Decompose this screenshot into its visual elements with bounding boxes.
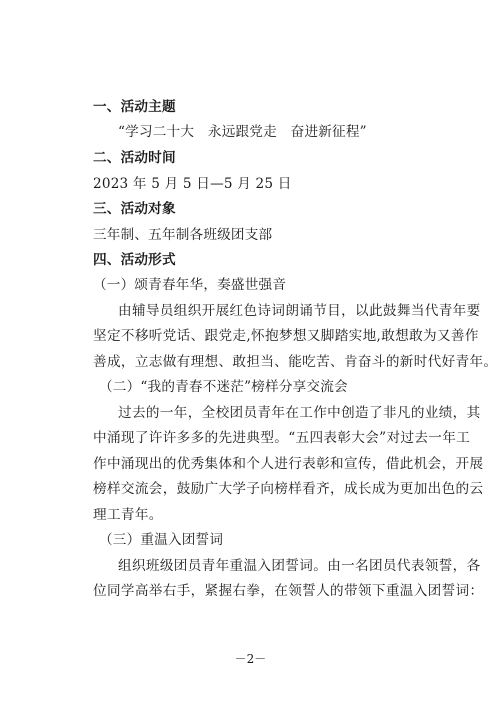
form1-line: 由辅导员组织开展红色诗词朗诵节目，以此鼓舞当代青年要: [118, 303, 481, 319]
heading-activity-theme: 一、活动主题: [93, 99, 176, 115]
heading-activity-time: 二、活动时间: [93, 150, 176, 166]
heading-activity-target: 三、活动对象: [93, 201, 176, 217]
form3-line: 组织班级团员青年重温入团誓词。由一名团员代表领誓，各: [118, 558, 481, 574]
form2-line: 榜样交流会，鼓励广大学子向榜样看齐，成长成为更加出色的云: [93, 481, 484, 497]
activity-target-text: 三年制、五年制各班级团支部: [93, 227, 273, 243]
form3-title: （三）重温入团誓词: [99, 532, 224, 548]
activity-theme-text: “学习二十大 永远跟党走 奋进新征程”: [118, 124, 367, 140]
page-number: －2－: [234, 652, 267, 666]
form2-line: 中涌现了许许多多的先进典型。“五四表彰大会”对过去一年工: [93, 430, 471, 446]
form3-line: 位同学高举右手，紧握右拳，在领誓人的带领下重温入团誓词：: [93, 583, 484, 599]
form2-line: 理工青年。: [93, 507, 163, 523]
form1-line: 善成，立志做有理想、敢担当、能吃苦、肯奋斗的新时代好青年。: [93, 354, 498, 370]
activity-time-text: 2023 年 5 月 5 日—5 月 25 日: [93, 176, 292, 192]
form1-title: （一）颂青春年华，奏盛世强音: [93, 277, 287, 293]
heading-activity-form: 四、活动形式: [93, 252, 176, 268]
form2-title: （二）“我的青春不迷茫”榜样分享交流会: [99, 379, 348, 395]
form2-line: 过去的一年，全校团员青年在工作中创造了非凡的业绩，其: [118, 405, 481, 421]
form2-line: 作中涌现出的优秀集体和个人进行表彰和宣传，借此机会，开展: [93, 456, 484, 472]
form1-line: 坚定不移听党话、跟党走,怀抱梦想又脚踏实地,敢想敢为又善作: [93, 328, 479, 344]
